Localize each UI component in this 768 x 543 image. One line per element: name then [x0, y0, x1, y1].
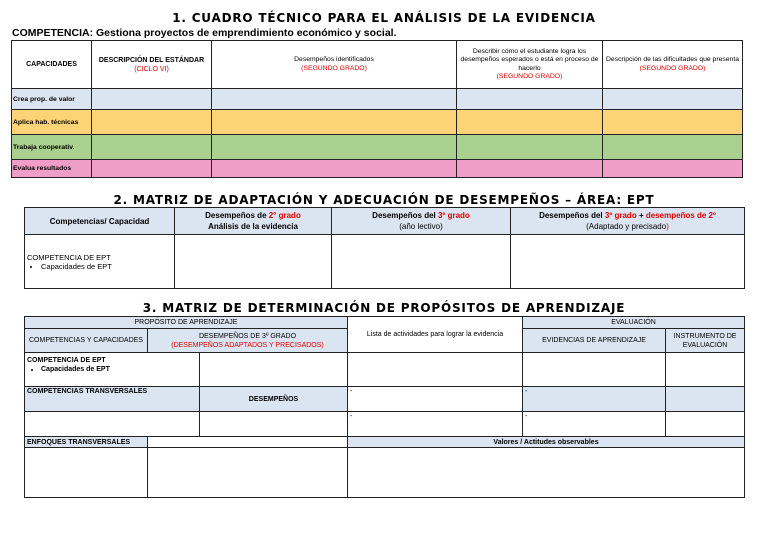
desempenos-cell: DESEMPEÑOS [200, 387, 348, 412]
header-desempenos: Desempeños identificados (SEGUNDO GRADO) [212, 41, 457, 89]
header-describir: Describir cómo el estudiante logra los desempeños esperados o está en proceso de hacerlo (SEGUNDO GRADO) [457, 41, 603, 89]
section1-title: 1. CUADRO TÉCNICO PARA EL ANÁLISIS DE LA EVIDENCIA [172, 11, 596, 25]
dash-cell: - [348, 387, 523, 412]
header-desempenos-3: DESEMPEÑOS DE 3º GRADO (DESEMPEÑOS ADAPTADOS Y PRECISADOS) [148, 329, 348, 353]
valores-label: Valores / Actitudes observables [348, 437, 745, 448]
dash-cell: - [523, 412, 666, 437]
transversales-cell: COMPETENCIAS TRANSVERSALES [25, 387, 200, 412]
row-label: Evalua resultados [12, 160, 92, 178]
section3-title: 3. MATRIZ DE DETERMINACIÓN DE PROPÓSITOS DE APRENDIZAJE [142, 301, 626, 315]
technical-table [11, 40, 743, 178]
competencia-cell: COMPETENCIA DE EPT • Capacidades de EPT [25, 235, 175, 289]
table-row [12, 89, 743, 110]
enfoques-label: ENFOQUES TRANSVERSALES [25, 437, 148, 448]
competencia-cell: COMPETENCIA DE EPT • Capacidades de EPT [25, 353, 200, 387]
header-3-grado: Desempeños del 3º grado (año lectivo) [332, 208, 511, 235]
header-competencias: Competencias/ Capacidad [25, 208, 175, 235]
table-row [12, 110, 743, 135]
header-instrumento: INSTRUMENTO DE EVALUACIÓN [666, 329, 745, 353]
header-comp-cap: COMPETENCIAS Y CAPACIDADES [25, 329, 148, 353]
header-evaluacion: EVALUACIÓN [523, 317, 745, 329]
adaptation-table [24, 207, 745, 289]
competencia-label: COMPETENCIA: Gestiona proyectos de emprendimiento económico y social. [12, 27, 397, 39]
header-adaptado: Desempeños del 3º grado + desempeños de 2º (Adaptado y precisado) [511, 208, 745, 235]
section2-title: 2. MATRIZ DE ADAPTACIÓN Y ADECUACIÓN DE DESEMPEÑOS – ÁREA: EPT [113, 193, 655, 207]
header-evidencias: EVIDENCIAS DE APRENDIZAJE [523, 329, 666, 353]
header-lista: Lista de actividades para lograr la evidencia [348, 317, 523, 353]
dash-cell: - [523, 387, 666, 412]
header-descripcion: DESCRIPCIÓN DEL ESTÁNDAR (CICLO VI) [92, 41, 212, 89]
row-label: Aplica hab. técnicas [12, 110, 92, 135]
header-dificultades: Descripción de las dificultades que presenta (SEGUNDO GRADO) [603, 41, 743, 89]
table-row [12, 160, 743, 178]
purposes-table [24, 316, 745, 498]
dash-cell: - [348, 412, 523, 437]
header-proposito: PROPÓSITO DE APRENDIZAJE [25, 317, 348, 329]
row-label: Crea prop. de valor [12, 89, 92, 110]
header-capacidades: CAPACIDADES [12, 41, 92, 89]
header-2-grado: Desempeños de 2° grado Análisis de la evidencia [175, 208, 332, 235]
row-label: Trabaja cooperativ. [12, 135, 92, 160]
table-row [12, 135, 743, 160]
